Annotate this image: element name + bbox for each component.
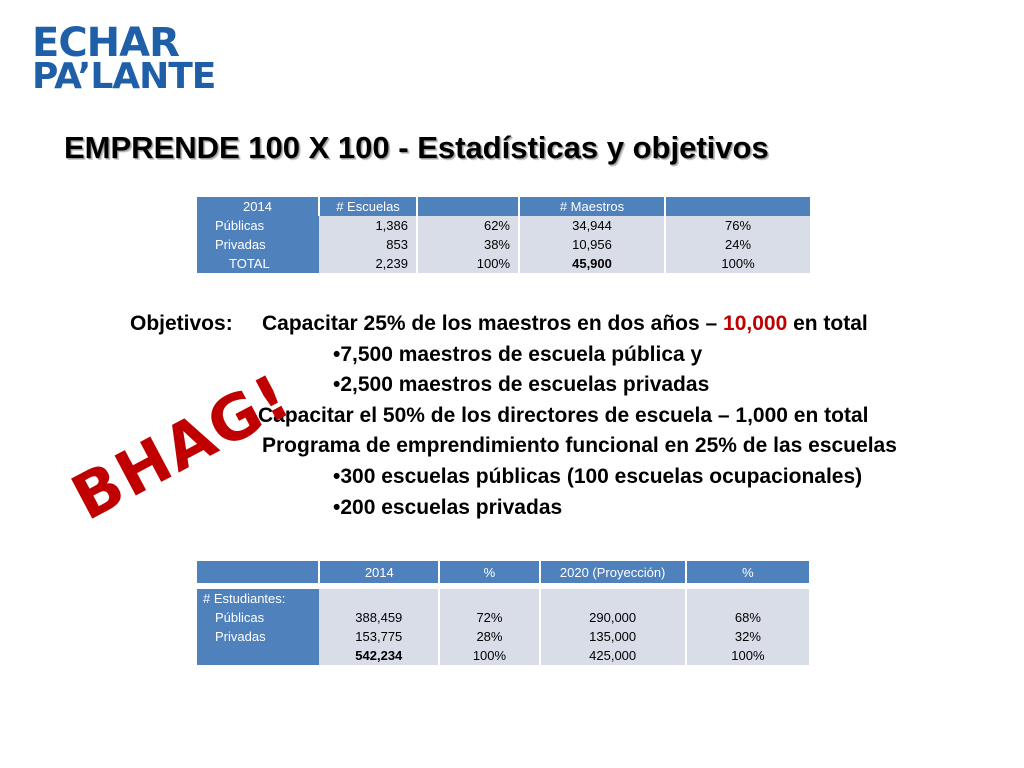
cell-2014-pct: 100% bbox=[439, 646, 539, 665]
cell-maestros-pct: 24% bbox=[665, 235, 811, 254]
header-cell: 2020 (Proyección) bbox=[540, 561, 686, 583]
slide-title: EMPRENDE 100 X 100 - Estadísticas y objetivos bbox=[64, 130, 769, 165]
cell-escuelas: 1,386 bbox=[319, 216, 417, 235]
objective-line-3: Programa de emprendimiento funcional en 25% de las escuelas bbox=[262, 434, 897, 457]
logo-line-1: ECHAR bbox=[32, 20, 179, 66]
cell-escuelas-pct: 100% bbox=[417, 254, 519, 273]
group-label: # Estudiantes: bbox=[197, 589, 319, 608]
cell-maestros-pct: 76% bbox=[665, 216, 811, 235]
objective-line-1 bbox=[262, 312, 868, 336]
cell-2014: 542,234 bbox=[319, 646, 439, 665]
table-row bbox=[197, 627, 810, 646]
table-row bbox=[197, 608, 810, 627]
header-cell: 2014 bbox=[319, 561, 439, 583]
cell-maestros: 34,944 bbox=[519, 216, 665, 235]
schools-teachers-table bbox=[197, 197, 812, 273]
header-cell: # Maestros bbox=[519, 197, 665, 216]
students-table bbox=[197, 561, 811, 665]
cell-2020: 290,000 bbox=[540, 608, 686, 627]
header-cell: # Escuelas bbox=[319, 197, 417, 216]
cell-2020: 425,000 bbox=[540, 646, 686, 665]
row-label: Públicas bbox=[197, 216, 319, 235]
row-label bbox=[197, 646, 319, 665]
table-row bbox=[197, 216, 811, 235]
row-label: Privadas bbox=[197, 627, 319, 646]
table-row bbox=[197, 254, 811, 273]
cell-maestros: 45,900 bbox=[519, 254, 665, 273]
objectives-label: Objetivos: bbox=[130, 312, 233, 335]
logo-line-2: PA’LANTE bbox=[32, 56, 216, 97]
header-cell bbox=[665, 197, 811, 216]
cell-2020-pct: 32% bbox=[686, 627, 810, 646]
row-label: Públicas bbox=[197, 608, 319, 627]
objective-bullet: •2,500 maestros de escuelas privadas bbox=[333, 373, 710, 396]
header-cell: % bbox=[686, 561, 810, 583]
cell-2014: 153,775 bbox=[319, 627, 439, 646]
cell-escuelas: 853 bbox=[319, 235, 417, 254]
cell-maestros-pct: 100% bbox=[665, 254, 811, 273]
echar-palante-logo bbox=[32, 20, 216, 98]
cell-2020-pct: 100% bbox=[686, 646, 810, 665]
objective-line-1-pre: Capacitar 25% de los maestros en dos años – bbox=[262, 312, 724, 335]
objective-highlight: 10,000 bbox=[723, 312, 788, 335]
cell-2014-pct: 28% bbox=[439, 627, 539, 646]
cell-2014: 388,459 bbox=[319, 608, 439, 627]
cell-2014-pct: 72% bbox=[439, 608, 539, 627]
table-row bbox=[197, 646, 810, 665]
table-row bbox=[197, 589, 810, 608]
header-cell: % bbox=[439, 561, 539, 583]
row-label: Privadas bbox=[197, 235, 319, 254]
table-row bbox=[197, 235, 811, 254]
cell-escuelas: 2,239 bbox=[319, 254, 417, 273]
table-header-row bbox=[197, 561, 810, 583]
row-label: TOTAL bbox=[197, 254, 319, 273]
bhag-stamp: BHAG! bbox=[60, 359, 303, 535]
cell-escuelas-pct: 38% bbox=[417, 235, 519, 254]
header-cell: 2014 bbox=[197, 197, 319, 216]
objective-bullet: •7,500 maestros de escuela pública y bbox=[333, 343, 703, 366]
objective-line-2: Capacitar el 50% de los directores de escuela – 1,000 en total bbox=[258, 404, 869, 427]
header-cell bbox=[197, 561, 319, 583]
objective-bullet: •200 escuelas privadas bbox=[333, 496, 563, 519]
cell-2020: 135,000 bbox=[540, 627, 686, 646]
objective-line-1-post: en total bbox=[787, 312, 868, 335]
table-header-row bbox=[197, 197, 811, 216]
cell-2020-pct: 68% bbox=[686, 608, 810, 627]
objective-bullet: •300 escuelas públicas (100 escuelas ocupacionales) bbox=[333, 465, 863, 488]
header-cell bbox=[417, 197, 519, 216]
cell-escuelas-pct: 62% bbox=[417, 216, 519, 235]
cell-maestros: 10,956 bbox=[519, 235, 665, 254]
